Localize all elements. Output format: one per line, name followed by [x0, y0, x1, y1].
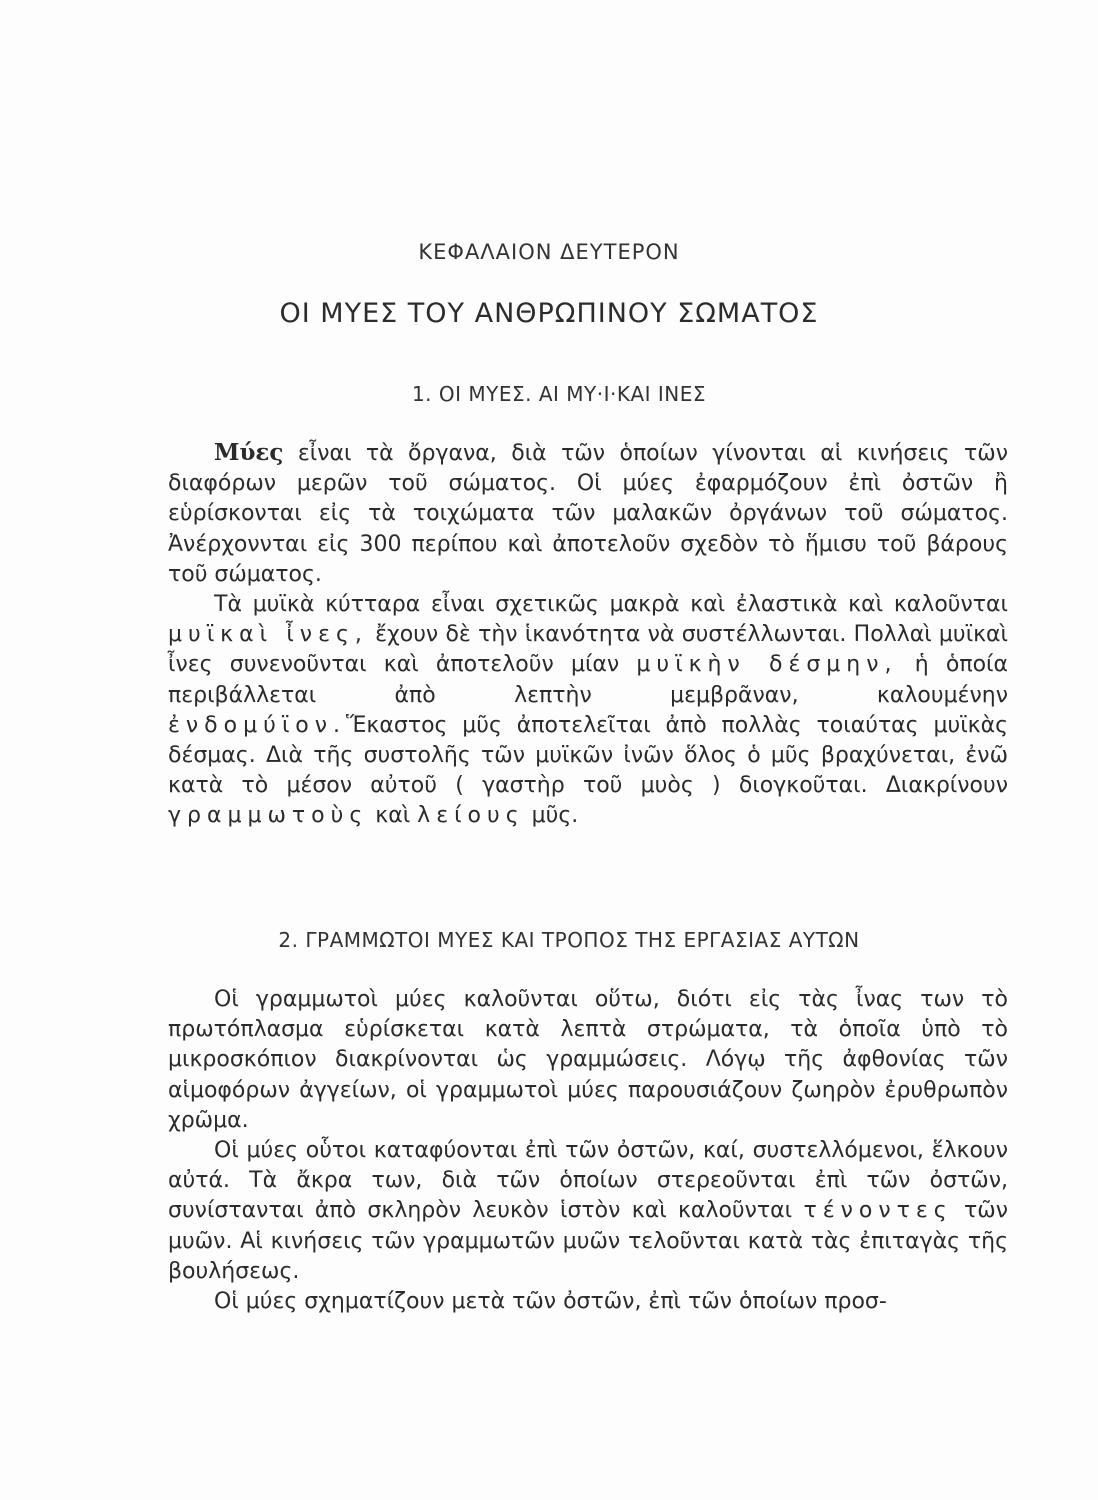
spaced-term: λείους — [417, 803, 525, 829]
paragraph-text: ἡ ὁποία περιβάλλεται ἀπὸ λεπτὴν μεμβρᾶναν, καλουμένην — [168, 652, 1008, 708]
chapter-label: ΚΕΦΑΛΑΙΟΝ ΔΕΥΤΕΡΟΝ — [418, 240, 680, 264]
spaced-term: γραμμωτοὺς — [168, 803, 369, 829]
chapter-title: ΟΙ ΜΥΕΣ ΤΟΥ ΑΝΘΡΩΠΙΝΟΥ ΣΩΜΑΤΟΣ — [279, 298, 819, 329]
paragraph — [168, 590, 1008, 832]
spaced-term: ἐνδομύϊον. — [168, 712, 347, 738]
paragraph-text: Οἱ μύες οὗτοι καταφύονται ἐπὶ τῶν ὀστῶν, καί, συστελλόμενοι, ἕλκουν αὐτά. Τὰ ἄκρα των, διὰ τῶν ὁποίων στερεοῦνται ἐπὶ τῶν ὀστῶν, συνίστανται ἀπὸ σκληρὸν λευκὸν ἱστὸν καὶ καλοῦνται — [168, 1138, 1008, 1224]
paragraph: Οἱ μύες σχηματίζουν μετὰ τῶν ὀστῶν, ἐπὶ τῶν ὁποίων προσ- — [214, 1289, 887, 1315]
bold-term: Μύες — [214, 439, 284, 466]
section-1-body — [168, 438, 1008, 832]
paragraph-text: ἔχουν δὲ τὴν ἱκανότητα νὰ συστέλλωνται. Πολλαὶ μυϊκαὶ ἶνες συνενοῦνται καὶ ἀποτελοῦν μίαν — [168, 622, 1008, 678]
paragraph: Οἱ γραμμωτοὶ μύες καλοῦνται οὕτω, διότι εἰς τὰς ἶνας των τὸ πρωτόπλασμα εὑρίσκεται κατὰ λεπτὰ στρώματα, τὰ ὁποῖα ὑπὸ τὸ μικροσκόπιον διακρίνονται ὡς γραμμώσεις. Λόγῳ τῆς ἀφθονίας τῶν αἱμοφόρων ἀγγείων, οἱ γραμμωτοὶ μύες παρουσιάζουν ζωηρὸν ἐρυθρωπὸν χρῶμα. — [168, 987, 1008, 1133]
section-2-heading: 2. ΓΡΑΜΜΩΤΟΙ ΜΥΕΣ ΚΑΙ ΤΡΟΠΟΣ ΤΗΣ ΕΡΓΑΣΙΑΣ ΑΥΤΩΝ — [278, 928, 860, 952]
paragraph-text: μῦς. — [531, 803, 579, 829]
spaced-term: μυϊκαὶ ἶνες, — [168, 622, 368, 648]
paragraph — [168, 1136, 1008, 1287]
section-2-body — [168, 985, 1008, 1317]
section-1-heading: 1. ΟΙ ΜΥΕΣ. ΑΙ ΜΥ·Ι·ΚΑΙ ΙΝΕΣ — [411, 382, 707, 406]
paragraph-text: τῶν μυῶν. Αἱ κινήσεις τῶν γραμμωτῶν μυῶν τελοῦνται κατὰ τὰς ἐπιταγὰς τῆς βουλήσεως. — [168, 1198, 1008, 1284]
spaced-term: μυϊκὴν δέσμην, — [636, 652, 898, 678]
paragraph — [168, 438, 1008, 590]
paragraph-text: καὶ — [375, 803, 411, 829]
paragraph-text: Ἕκαστος μῦς ἀποτελεῖται ἀπὸ πολλὰς τοιαύτας μυϊκὰς δέσμας. Διὰ τῆς συστολῆς τῶν μυϊκῶν ἰνῶν ὅλος ὁ μῦς βραχύνεται, ἐνῶ κατὰ τὸ μέσον αὐτοῦ ( γαστὴρ τοῦ μυὸς ) διογκοῦται. Διακρίνουν — [168, 712, 1008, 799]
paragraph-text: Τὰ μυϊκὰ κύτταρα εἶναι σχετικῶς μακρὰ καὶ ἐλαστικὰ καὶ καλοῦνται — [214, 592, 1008, 618]
spaced-term: τένοντες — [803, 1198, 953, 1224]
paragraph-text: εἶναι τὰ ὄργανα, διὰ τῶν ὁποίων γίνονται αἱ κινήσεις τῶν διαφόρων μερῶν τοῦ σώματος. Οἱ μύες ἐφαρμόζουν ἐπὶ ὀστῶν ἢ εὑρίσκονται εἰς τὰ τοιχώματα τῶν μαλακῶν ὀργάνων τοῦ σώματος. Ἀνέρχοννται εἰς 300 περίπου καὶ ἀποτελοῦν σχεδὸν τὸ ἥμισυ τοῦ βάρους τοῦ σώματος. — [168, 441, 1008, 587]
